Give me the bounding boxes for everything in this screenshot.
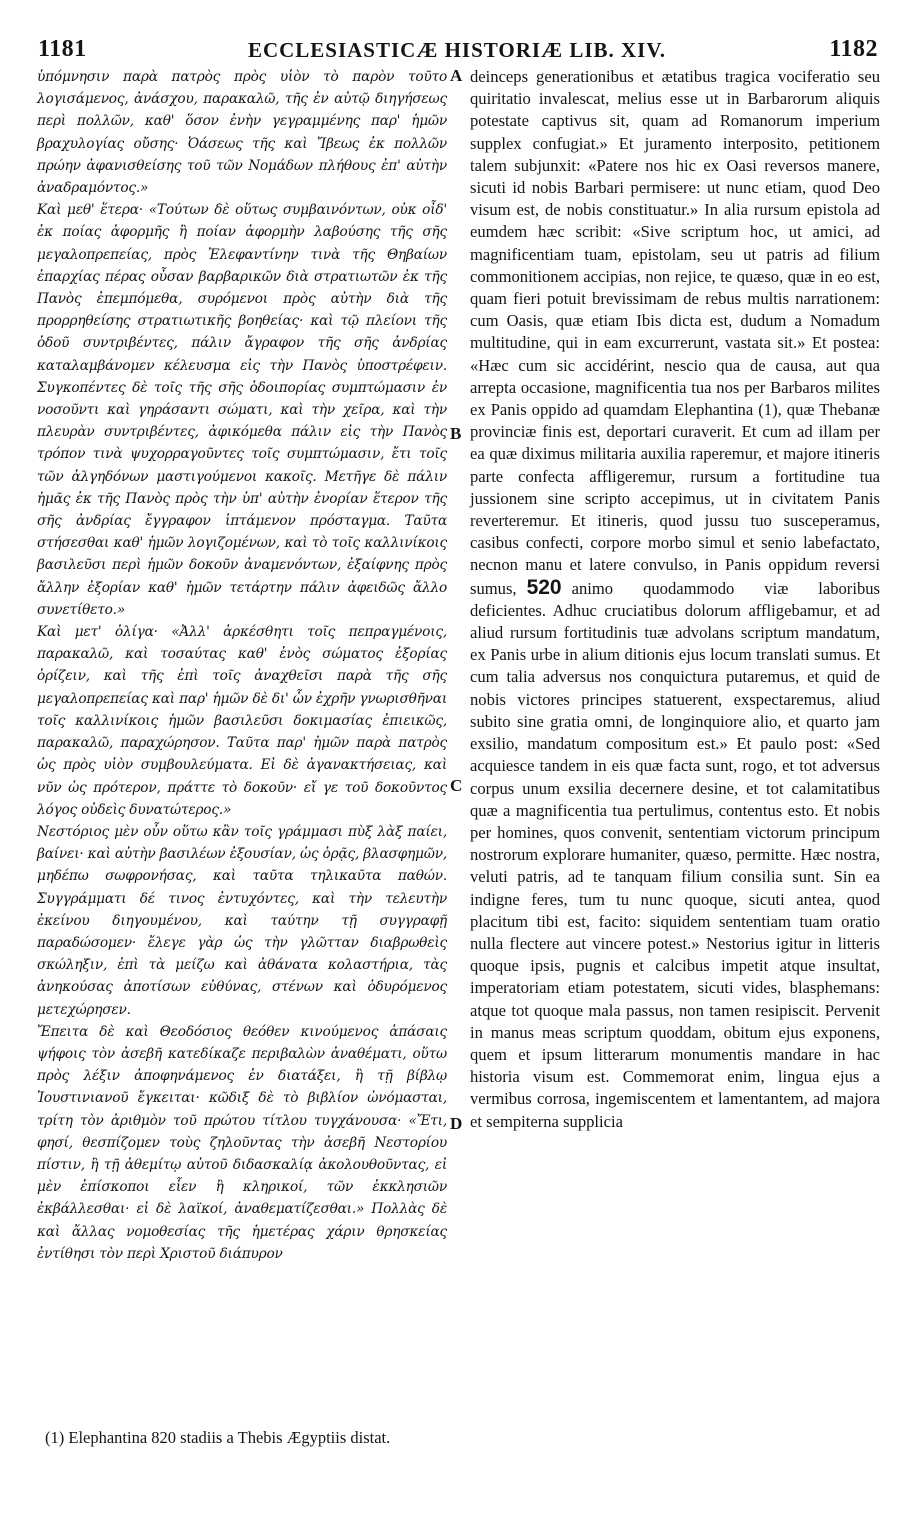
latin-text-before-number: deinceps generationibus et ætatibus tragica vociferatio seu quiritatio invalescat, melius esse ut in Barbarorum aliquis potestate captivus sit, quam ad Romanorum imperium supplex confugiat.» Et juramento interposito, petitionem talem subjunxit: «Patere nos hic ex Oasi reversos manere, sicuti id nobis Barbari permisere: ut nunc etiam, quod Deo visum est, de nobis constituatur.» In alia rursum epistola ad eumdem hæc scribit: «Sive scriptum hoc, ut amici, ad magnificentiam tuam, epistolam, seu ut patris ad filium commonitionem accipias, non rejice, te quæso, quæ in eo est, quam fieri potuit brevissimam de rebus multis narrationem: cum Oasis, quæ etiam Ibis dicta est, dudum a Nomadum multitudine, qui in eam excurrerunt, vastata sit.» Et postea: «Hæc cum sic accidérint, nescio qua de causa, aut qua arrepta occasione, magnificentia tua nos per Barbaros milites ex Panis oppido ad quamdam Elephantina (1), quæ Thebanæ provinciæ finis est, deportari curaverit. Et cum ad illam per ea quæ diximus militaria auxilia raperemur, et majore itineris parte confecta affligeremur, rursum a fortitudine tua jussionem sine scripto accepimus, ut in civitatem Panis reverteremur. Et itineris, quod jussu tuo susceperamus, casibus confecti, corpore morbo simul et senio labefactato, necnon manu et latere convulso, in Panis oppidum reversi sumus, — [470, 67, 880, 598]
section-marker-a: A — [450, 66, 463, 85]
footnote: (1) Elephantina 820 stadiis a Thebis Ægyptiis distat. — [45, 1428, 391, 1447]
latin-paragraph — [470, 66, 880, 1133]
greek-paragraph: Καὶ μετ' ὀλίγα· «Ἀλλ' ἀρκέσθητι τοῖς πεπραγμένοις, παρακαλῶ, καὶ τοσαύτας καθ' ἑνὸς σώματος ἐξορίας ὁρίζειν, καὶ τῆς ἐπὶ τοῖς ἀναχθεῖσι παρὰ τῆς σῆς μεγαλοπρεπείας καὶ παρ' ἡμῶν δὲ δι' ὧν ἐχρῆν γνωρισθῆναι τοῖς καλλινίκοις ἡμῶν βασιλεῦσι δοκιμασίας ἐπιεικῶς, παρακαλῶ, παραχώρησον. Ταῦτα παρ' ἡμῶν παρὰ πατρὸς ὡς πρὸς υἱὸν συμβουλεύματα. Εἰ δὲ ἀγανακτήσειας, καὶ νῦν ὡς πρότερον, πράττε τὸ δοκοῦν· εἴ γε τοῦ δοκοῦντος λόγος οὐδεὶς δυνατώτερος.» — [37, 624, 447, 818]
greek-paragraph: Νεστόριος μὲν οὖν οὕτω κἂν τοῖς γράμμασι πὺξ λὰξ παίει, βαίνει· καὶ αὐτὴν βασιλέων ἐξουσίαν, ὡς ὁρᾷς, βλασφημῶν, μηδέπω σωφρονήσας, καὶ ταῦτα τηλικαῦτα παθών. Συγγράμματι δέ τινος ἐντυχόντες, καὶ τὴν τελευτὴν ἐκείνου διηγουμένου, καὶ ταύτην τῇ συγγραφῇ παραδώσομεν· ἔλεγε γὰρ ὡς τὴν γλῶτταν διαβρωθεὶς σκώληξιν, ἐπὶ τὰ μείζω καὶ ἀθάνατα κολαστήρια, τὰς ἀνηκούσας ἀποτίσων εὐθύνας, στένων καὶ ὀδυρόμενος μετεχώρησεν. — [37, 823, 447, 1018]
column-number: 520 — [526, 575, 562, 599]
section-markers — [448, 66, 468, 1186]
greek-column — [37, 66, 447, 1265]
latin-column — [470, 66, 880, 1133]
page-number-left: 1181 — [38, 36, 87, 62]
section-marker-c: C — [450, 776, 463, 795]
greek-paragraph: Καὶ μεθ' ἕτερα· «Τούτων δὲ οὕτως συμβαινόντων, οὐκ οἶδ' ἐκ ποίας ἀφορμῆς ἢ ποίαν ἀφορμὴν λαβούσης τῆς σῆς μεγαλοπρεπείας, πρὸς Ἐλεφαντίνην τινὰ τῆς Θηβαίων ἐπαρχίας πέρας οὖσαν βαρβαρικῶν διὰ στρατιωτῶν ἐκ τῆς Πανὸς ἐπεμπόμεθα, συρόμενοι πρὸς αὐτὴν διὰ τῆς προρρηθείσης στρατιωτικῆς βοηθείας· καὶ τῷ πλείονι τῆς ὁδοῦ συντριβέντες, πάλιν ἄγραφον τῆς σῆς ἀνδρίας καταλαμβάνομεν κέλευσμα εἰς τὴν Πανὸς ὑποστρέφειν. Συγκοπέντες δὲ τοῖς τῆς σῆς ὁδοιπορίας συμπτώμασιν ἐν νοσοῦντι καὶ γηράσαντι σώματι, καὶ τὴν χεῖρα, καὶ τὴν πλευρὰν συντριβέντες, ἀφικόμεθα πάλιν εἰς τὴν Πανὸς τρόπον τινὰ ψυχορραγοῦντες τοῖς συμπτώμασιν, ἔτι τοῖς τῶν ἀλγηδόνων μαστιγούμενοι κακοῖς. Μετῆγε δὲ πάλιν ἡμᾶς ἐκ τῆς Πανὸς πρὸς τὴν ὑπ' αὐτὴν ἐνορίαν ἕτερον τῆς σῆς ἀνδρίας ἔγγραφον ἱπτάμενον πρόσταγμα. Ταῦτα στήσεσθαι καθ' ἡμῶν λογιζομένων, καὶ τὸ τοῖς καλλινίκοις βασιλεῦσι περὶ ἡμῶν δοκοῦν ἀναμενόντων, ἐξαίφνης πρὸς ἄλλην ἐξορίαν καθ' ἡμῶν τετάρτην πάλιν ἀφειδῶς ἄλλο συνετίθετο.» — [37, 202, 447, 618]
greek-paragraph: Ἔπειτα δὲ καὶ Θεοδόσιος θεόθεν κινούμενος ἁπάσαις ψήφοις τὸν ἀσεβῆ κατεδίκαζε περιβαλὼν ἀναθέματι, οὕτω πρὸς λέξιν ἀποφηνάμενος ἐν διατάξει, ἢ τῇ βίβλῳ Ἰουστινιανοῦ ἔγκειται· κῶδιξ δὲ τὸ βιβλίον ὠνόμασται, τρίτη τὸν ἀριθμὸν τοῦ πρώτου τίτλου τυγχάνουσα· «Ἔτι, φησί, θεσπίζομεν τοὺς ζηλοῦντας τὴν ἀσεβῆ Νεστορίου πίστιν, ἢ τῇ ἀθεμίτῳ αὐτοῦ διδασκαλίᾳ ἀκολουθοῦντας, εἰ μὲν ἐπίσκοποι εἶεν ἢ κληρικοί, τῶν ἐκκλησιῶν ἐκβάλλεσθαι· εἰ δὲ λαϊκοί, ἀναθεματίζεσθαι.» Πολλὰς δὲ καὶ ἄλλας νομοθεσίας τῆς ἡμετέρας χάριν θρησκείας ἐντίθησι τὸν περὶ Χριστοῦ διάπυρον — [37, 1023, 447, 1262]
latin-text-after-number: animo quodammodo viæ laboribus deficientes. Adhuc cruciatibus dolorum affligebamur, et ad aliud rursum fortitudinis tuæ advolans scriptum mandatum, ex Panis urbe in alium ditionis ejus locum translati sumus. Et cum talia adversus nos conquictura putaremus, et quid de nobis victores principes statuerent, exspectaremus, aliud subito sine gratia omni, de longinquiore alio, et quarto jam exsilio, mandatum compositum est.» Et paulo post: «Sed acquiesce tandem in eis quæ facta sunt, rogo, et tot adversus corpus unum exsilia decernere desine, et tot calamitatibus quæ a magnificentia tua pertulimus, contentus esto. Et nobis per homines, quos convenit, sententiam victorum principum nostrorum explorare humaniter, quæso, permitte. Hæc nostra, veluti patris, ad te tanquam filium consilia sunt. Sin ea indigne feres, tum tu nunc quoque, sicuti antea, quod placitum tibi est, facito: siquidem sententiam tuam oratio nulla flectere aut vincere potest.» Nestorius igitur in litteris quoque ipsis, pugnis et calcibus impetit atque insultat, imperatoriam etiam potestatem, sicuti vides, blasphemans: atque tot quoque mala passus, non tamen resipiscit. Pervenit in manus meas scriptum quoddam, obitum ejus exponens, quem et ipsum litterarum monumentis mandare in hac historia visum est. Commemorat enim, lingua ejus a vermibus corrosa, ingemiscentem et lamentantem, ad majora et sempiterna supplicia — [470, 578, 880, 1131]
greek-paragraph: ὑπόμνησιν παρὰ πατρὸς πρὸς υἱὸν τὸ παρὸν τοῦτο λογισάμενος, ἀνάσχου, παρακαλῶ, τῆς ἐν αὐτῷ διηγήσεως περὶ πολλῶν, καθ' ὅσον ἐνὴν γεγραμμένης παρ' ἡμῶν βραχυλογίας οὔσης· Ὀάσεως τῆς καὶ Ἴβεως ἐκ πολλῶν πρώην ἀφανισθείσης τοῦ τῶν Νομάδων πλήθους ἐπ' αὐτὴν ἀναδραμόντος.» — [37, 69, 447, 197]
running-title: ECCLESIASTICÆ HISTORIÆ LIB. XIV. — [247, 38, 667, 62]
section-marker-d: D — [450, 1114, 463, 1133]
page-header — [30, 32, 884, 66]
page-number-right: 1182 — [829, 36, 878, 62]
section-marker-b: B — [450, 424, 462, 443]
